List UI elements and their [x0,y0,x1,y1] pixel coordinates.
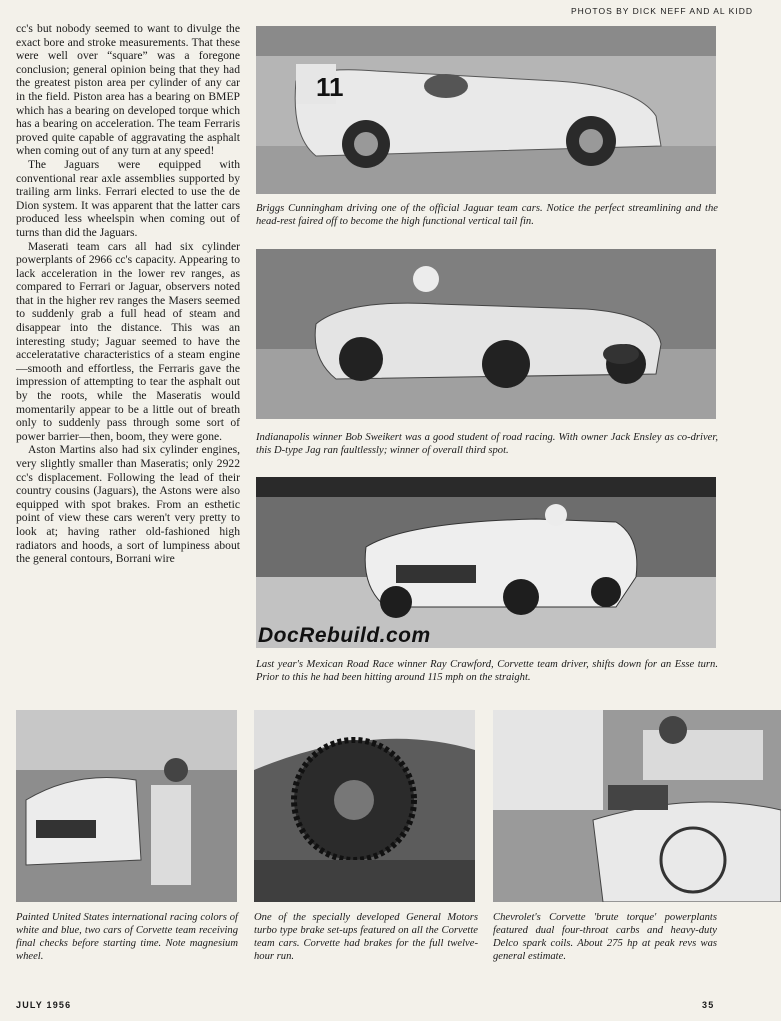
paragraph: Maserati team cars all had six cylinder powerplants of 2966 cc's capacity. Appearing to lack acceleration in the lower rev ranges, as compared to Ferrari or Jaguar, observers noted that in the higher rev ranges the Masers seemed to suddenly grab a full head of steam and disappear into the distance. This was an interesting study; Jaguar seemed to have the acceleratative characteristics of a steam engine—smooth and effortless, the Ferraris gave the impression of attempting to tear the asphalt out by the roots, while the Maseratis would momentarily appear to be a little out of breath only to suddenly pass through some sort of power barrier—then, boom, they were gone. [16,239,240,443]
caption-photo-2: Indianapolis winner Bob Sweikert was a good student of road racing. With owner Jack Ensley as co-driver, this D-type Jag ran faultlessly; winner of overall third spot. [256,432,718,456]
caption-photo-1: Briggs Cunningham driving one of the official Jaguar team cars. Notice the perfect streamlining and the head-rest faired off to become the high functional vertical tail fin. [256,203,718,227]
caption-photo-5: One of the specially developed General Motors turbo type brake set-ups featured on all the Corvette team cars. Corvette had brakes for the full twelve-hour run. [254,912,478,962]
caption-photo-3: Last year's Mexican Road Race winner Ray Crawford, Corvette team driver, shifts down for an Esse turn. Prior to this he had been hitting around 115 mph on the straight. [256,659,718,683]
watermark: DocRebuild.com [258,624,431,647]
caption-photo-4: Painted United States international racing colors of white and blue, two cars of Corvette team receiving final checks before starting time. Note magnesium wheel. [16,912,238,962]
photo-dtype-jaguar [256,249,716,419]
photo-brake-setup [254,710,475,902]
car-number: 11 [316,72,344,102]
photo-corvette-crawford [256,477,716,648]
photo-jaguar-cunningham [256,26,716,194]
paragraph: Aston Martins also had six cylinder engines, very slightly smaller than Maseratis; only 2922 cc's displacement. Following the lead of their country cousins (Jaguars), the Astons were also equipped with spot brakes. From an esthetic point of view these cars weren't very pretty to look at; having rather old-fashioned high radiators and hoods, a sort of lumpiness about the general contours, Borrani wire [16,443,240,566]
photo-powerplant [493,710,781,902]
photo-corvette-checks [16,710,237,902]
issue-date: JULY 1956 [16,1000,72,1010]
paragraph: cc's but nobody seemed to want to divulge the exact bore and stroke measurements. That these were well over “square” was a foregone conclusion; general opinion being that they had the greatest piston area per cylinder of any car in the field. Piston area has a bearing on BMEP which has a bearing on developed torque which has a bearing on acceleration. The team Ferraris proved quite capable of aggravating the asphalt when coming out of any turn at any speed! [16,22,240,158]
page-number: 35 [702,1000,715,1010]
caption-photo-6: Chevrolet's Corvette 'brute torque' powerplants featured dual four-throat carbs and heavy-duty Delco spark coils. About 275 hp at peak revs was general estimate. [493,912,717,962]
photo-credit: PHOTOS BY DICK NEFF AND AL KIDD [571,6,753,16]
article-body [16,22,240,566]
paragraph: The Jaguars were equipped with conventional rear axle assemblies supported by trailing arm links. Ferrari elected to use the de Dion system. It was apparent that the latter cars produced less wheelspin when coming out of turns than did the Jaguars. [16,157,240,239]
